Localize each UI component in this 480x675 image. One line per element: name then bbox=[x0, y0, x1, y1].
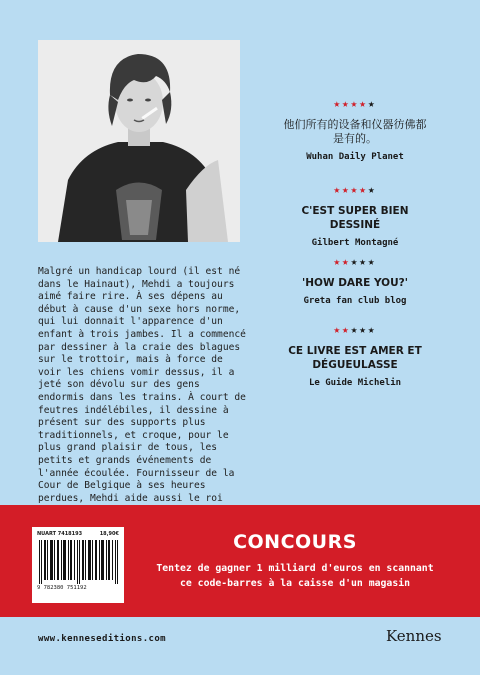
star-rating bbox=[280, 256, 430, 268]
contest-line-2: ce code-barres à la caisse d'un magasin bbox=[179, 578, 411, 589]
barcode bbox=[32, 527, 124, 603]
review-4 bbox=[280, 324, 430, 388]
review-quote: 'HOW DARE YOU?' bbox=[302, 277, 408, 289]
author-bio: Malgré un handicap lourd (il est né dans le Hainaut), Mehdi a toujours aimé faire rire. À ses dépens au début à cause d'un sexe hors norme, qui lui donnait l'apparence d'un enfant à trois jambes. Il a commencé par dessiner à la craie des blagues sur le trottoir, mais à force de voir les chiens vomir dessus, il a jeté son dévolu sur des gens endormis dans les trains. À court de feutres indélébiles, il dessine à présent sur des supports plus traditionnels, et croque, pour le plus grand plaisir de tous, les petits et grands événements de l'année écoulée. Fournisseur de la Cour de Belgique à ses heures perdues, Mehdi aide aussi le roi bbox=[38, 266, 246, 504]
red-stars-icon: ★★ bbox=[333, 255, 351, 268]
review-1 bbox=[280, 98, 430, 162]
barcode-bars-icon bbox=[37, 540, 119, 584]
red-stars-icon: ★★★★ bbox=[333, 183, 368, 196]
publisher-url[interactable]: www.kenneseditions.com bbox=[38, 634, 167, 644]
dark-stars-icon: ★ bbox=[367, 97, 377, 110]
publisher-logo: Kennes bbox=[386, 627, 442, 645]
review-quote: 他们所有的设备和仪器彷佛都是有的。 bbox=[283, 118, 427, 145]
review-quote: C'EST SUPER BIEN DESSINÉ bbox=[301, 205, 409, 231]
star-rating bbox=[280, 324, 430, 336]
contest-line-1: Tentez de gagner 1 milliard d'euros en scannant bbox=[156, 563, 434, 574]
contest-title: CONCOURS bbox=[233, 531, 357, 553]
star-rating bbox=[280, 184, 430, 196]
red-stars-icon: ★★★★ bbox=[333, 97, 368, 110]
barcode-ref: NUART 7418193 bbox=[37, 531, 83, 537]
red-stars-icon: ★★ bbox=[333, 323, 351, 336]
barcode-price: 18,90€ bbox=[99, 531, 119, 537]
review-source: Wuhan Daily Planet bbox=[306, 152, 404, 162]
dark-stars-icon: ★★★ bbox=[350, 255, 377, 268]
review-source: Greta fan club blog bbox=[303, 296, 407, 306]
review-2 bbox=[280, 184, 430, 248]
dark-stars-icon: ★★★ bbox=[350, 323, 377, 336]
author-photo bbox=[38, 40, 240, 242]
star-rating bbox=[280, 98, 430, 110]
review-3 bbox=[280, 256, 430, 306]
dark-stars-icon: ★ bbox=[367, 183, 377, 196]
review-source: Le Guide Michelin bbox=[308, 378, 402, 388]
contest-text bbox=[140, 561, 450, 591]
review-source: Gilbert Montagné bbox=[311, 238, 399, 248]
barcode-number: 9 782380 751192 bbox=[37, 585, 87, 591]
review-quote: CE LIVRE EST AMER ET DÉGUEULASSE bbox=[288, 345, 422, 371]
